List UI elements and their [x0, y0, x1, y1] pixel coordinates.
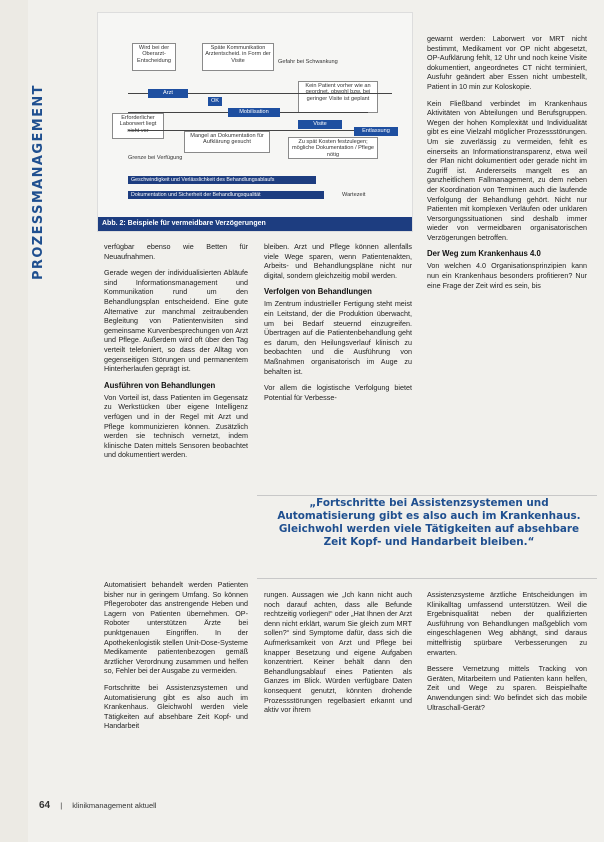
column-2-lower [264, 590, 412, 722]
figure-chip-entlassung: Entlassung [354, 127, 398, 136]
column-2 [264, 242, 412, 409]
figure-box-zu-spaet: Zu spät Kosten festzulegen; mögliche Dokumentation / Pflege nötig [288, 137, 378, 159]
column-1-lower [104, 580, 248, 738]
figure-chip-mobilisation: Mobilisation [228, 108, 280, 117]
heading-weg: Der Weg zum Krankenhaus 4.0 [427, 249, 541, 259]
col1-paragraph-4: Fortschritte bei Assistenzsystemen und Automatisierung gibt es also auch im Krankenhaus. Gleichwohl werden viele Tätigkeiten auf absehbare Zeit Kopf- und Handarbeit [104, 682, 248, 731]
col2-paragraph-1: bleiben. Arzt und Pflege können allenfalls viele Wege sparen, wenn Patientenakten, Arbeits- und Behandlungspläne nicht nur digital, sondern gleichzeitig mobil werden. [264, 242, 412, 280]
figure-caption: Abb. 2: Beispiele für vermeidbare Verzögerungen [98, 217, 412, 231]
pull-quote: „Fortschritte bei Assistenzsystemen und Automatisierung gibt es also auch im Krankenhaus. Gleichwohl werden viele Tätigkeiten auf absehbare Zeit Kopf- und Handarbeit bleiben.“ [277, 497, 581, 548]
col3-paragraph-1: gewarnt werden: Laborwert vor MRT nicht bestimmt, Medikament vor OP nicht abgesetzt, OP-Aufklärung fehlt, 12 Uhr und noch keine Visite dokumentiert, angeordnetes CT nicht terminiert, Ausfuhr geändert aber Essen nicht umbestellt, Patient in 10 min zur Koloskopie. [427, 34, 587, 91]
figure-bar-1: Geschwindigkeit und Verlässlichkeit des Behandlungsablaufs [128, 176, 316, 184]
process-figure [97, 12, 413, 232]
footer-separator: | [60, 801, 63, 810]
heading-ausfuehren: Ausführen von Behandlungen [104, 380, 216, 390]
figure-chip-visite: Visite [298, 120, 342, 129]
column-1 [104, 242, 248, 467]
column-3-lower [427, 590, 587, 719]
quote-rule-bottom [257, 578, 597, 579]
column-3 [427, 34, 587, 297]
col1-paragraph-2: Von Vorteil ist, dass Patienten im Gegensatz zu Werkstücken über eigene Intelligenz verfügen und in der Regel mit Arzt und Pflege kommunizieren können. Zusätzlich werden sie technisch vernetzt, indem klinische Daten mittels Sensoren beobachtet und dokumentiert werden. [104, 392, 248, 460]
figure-label-wartezeit: Wartezeit [342, 192, 366, 198]
col3-paragraph-4: Assistenzsysteme ärztliche Entscheidungen im Klinikalltag umfassend unterstützen. Weil die Ergebnisqualität neben der qualifizierten Ausführung von Behandlungen maßgeblich vom eingeschlagenen Weg abhängt, sind daraus mittelfristig spürbare Verbesserungen zu erwarten. [427, 590, 587, 657]
heading-verfolgen: Verfolgen von Behandlungen [264, 287, 372, 297]
figure-box-kommunikation: Späte Kommunikation Arztentscheid. in Form der Visite [202, 43, 274, 71]
figure-chip-ok: OK [208, 97, 222, 106]
page-footer [39, 800, 156, 811]
col1-paragraph-0: verfügbar ebenso wie Betten für Neuaufnahmen. [104, 242, 248, 261]
figure-chip-arzt: Arzt [148, 89, 188, 98]
col2-paragraph-3: Vor allem die logistische Verfolgung bietet Potential für Verbesse- [264, 383, 412, 402]
col1-paragraph-3: Automatisiert behandelt werden Patienten bisher nur in geringem Umfang. So können Pflegeroboter das anstrengende Heben und Lagern von Patienten übernehmen. OP-Roboter unterstützen Ärzte bei punktgenauen Eingriffen. In der Apothekenlogistik stellen Unit-Dose-Systeme Medikamente patientenbezogen gemäß ärztlicher Verordnung zusammen und helfen so, Fehler bei der Ausgabe zu vermeiden. [104, 580, 248, 676]
journal-name: klinikmanagement aktuell [72, 801, 157, 810]
col3-paragraph-2: Kein Fließband verbindet im Krankenhaus Aktivitäten von Abteilungen und Berufsgruppen. Wegen der hohen Komplexität und Individualität gibt es eine Vielzahl möglicher Prozessstörungen. Um sie zuverlässig zu vermeiden, fehlt es einerseits an Informationstransparenz, etwa weil der Plan nicht dokumentiert oder gerade nicht im Zugriff ist. Andererseits mangelt es an ganzheitlichem Fallmanagement, zu dem neben der Koordination von Terminen auch die laufende Verfolgung der Behandlung gehört. Nicht nur Patienten mit komplexen Verläufen oder unklaren Versorgungssituationen sind deshalb immer wieder von vermeidbaren organisatorischen Verzögerungen betroffen. [427, 98, 587, 242]
figure-box-labor: Erforderlicher Laborwert liegt nicht vor [112, 113, 164, 139]
figure-box-kein-patient: Kein Patient vorher wie an geordnet, obwohl bzw. bei geringer Visite ist geplant [298, 81, 378, 113]
col3-paragraph-5: Bessere Vernetzung mittels Tracking von Geräten, Mitarbeitern und Patienten kann helfen, Zeit und Wege zu sparen. Beispielhafte Anwendungen sind: Wo befindet sich das mobile Ultraschall-Gerät? [427, 664, 587, 712]
section-title: PROZESSMANAGEMENT [31, 84, 46, 280]
figure-box-visite: Wird bei der Oberarzt-Entscheidung [132, 43, 176, 71]
page-number: 64 [39, 800, 51, 811]
figure-label-verfuegung: Grenze bei Verfügung [128, 155, 183, 161]
quote-rule-top [257, 495, 597, 496]
figure-label-schwankung: Gefahr bei Schwankung [278, 59, 338, 65]
sidebar-strip [0, 0, 28, 842]
col1-paragraph-1: Gerade wegen der individualisierten Abläufe sind Informationsmanagement und Kommunikation rund um den Behandlungsplan entscheidend. Eine gute Alternative zur manchmal zeitraubenden Begleitung von Patientenvisiten sind gemeinsame Kurvenbesprechungen von Arzt und Pflege. Außerdem wird oft über den Tag verteilt telefoniert, so dass der Alltag von gegenseitigen Störungen und permanentem Hinterherlaufen geprägt ist. [104, 268, 248, 374]
col2-paragraph-4: rungen. Aussagen wie „Ich kann nicht auch noch darauf achten, dass alle Befunde rechtzeitig vorliegen!“ oder „Hat Ihnen der Arzt denn nicht erklärt, warum Sie gleich zum MRT sollen?“ sind Symptome dafür, dass sich die Aufmerksamkeit von Arzt und Pflege bei knapper Besetzung und eigene Aufgaben konzentriert. Keiner behält dann den Behandlungsablauf eines Patienten als Ganzes im Blick. Würden verfügbare Daten konsequent genutzt, könnten drohende Prozessstörungen regelbasiert erkannt und aktiv vor ihrem [264, 590, 412, 715]
figure-box-mangel: Mangel an Dokumentation für Aufklärung gesucht [184, 131, 270, 153]
process-line-3 [128, 130, 368, 131]
col3-paragraph-3: Von welchen 4.0 Organisationsprinzipien kann nun ein Krankenhaus besonders profitieren? Nur eine Frage der Zeit wird es sein, bis [427, 261, 587, 290]
col2-paragraph-2: Im Zentrum industrieller Fertigung steht meist ein Leitstand, der die Produktion überwacht, um bei Bedarf steuernd einzugreifen. Übertragen auf die Patientenbehandlung geht es darum, den Heilungsverlauf klinisch zu beobachten und die Ausführung von Maßnahmen organisatorisch im Auge zu behalten ist. [264, 299, 412, 376]
figure-bar-2: Dokumentation und Sicherheit der Behandlungsqualität [128, 191, 324, 199]
